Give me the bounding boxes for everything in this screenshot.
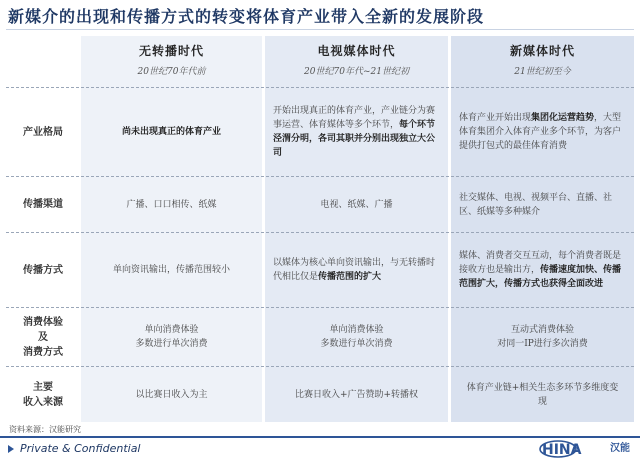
company-logo [538,438,630,460]
cell-text-plain: 媒体、消费者交互互动，每个消费者既是接收方也是输出方， [459,251,622,275]
cell-line: 单向消费体验 [144,325,199,335]
table-cell [451,88,634,176]
row-label-consumption [6,308,80,366]
cell-text-bold: 传播范围的扩大 [318,272,382,282]
row-label-line: 收入来源 [23,396,63,408]
row-label-line: 消费体验 [23,316,63,328]
table-cell: 广播、口口相传、纸媒 [126,199,217,210]
cell-text-plain: 开始出现真正的体育产业，产业链分为赛事运营、体育媒体等多个环节， [273,106,436,130]
column-period: 20世纪70年代前 [137,67,206,77]
table-cell [265,88,448,176]
column-title: 电视媒体时代 [317,44,396,58]
cell-text [273,104,440,160]
cell-line: 多数进行单次消费 [320,339,393,349]
cell-text [459,249,626,291]
column-period: 21世纪初至今 [514,67,571,77]
table-cell: 社交媒体、电视、视频平台、直播、社区、纸媒等多种媒介 [459,192,613,217]
column-header-2 [265,42,448,77]
confidential-label [8,442,141,455]
column-header-3 [451,42,634,77]
cell-text-bold: 每个环节泾渭分明，各司其职并分别出现独立大公司 [273,120,436,158]
table-cell [265,308,448,366]
cell-text-bold: 传播速度加快、传播范围扩大，传播方式也获得全面改进 [459,265,622,289]
cell-text-plain: 以媒体为核心单向资讯输出，与无转播时代相比仅是 [273,258,436,282]
arrow-icon [8,445,14,453]
cell-line: 互动式消费体验 [510,325,574,335]
cell-text [273,256,440,284]
column-period: 20世纪70年代~21世纪初 [304,67,409,77]
table-cell [81,308,262,366]
title-divider [6,29,634,30]
table-cell: 单向资讯输出，传播范围较小 [112,265,230,275]
table-cell [265,233,448,307]
cell-line: 单向消费体验 [329,325,384,335]
source-note: 资料来源：汉能研究 [9,425,81,434]
page-title: 新媒介的出现和传播方式的转变将体育产业带入全新的发展阶段 [8,7,485,26]
column-header-1 [81,42,262,77]
row-label-line: 及 [38,331,48,343]
cell-text: 尚未出现真正的体育产业 [121,127,221,137]
row-label-revenue [6,367,80,422]
row-label-industry-structure: 产业格局 [23,126,63,138]
table-cell: 体育产业链+相关生态多环节多维度变现 [466,382,619,407]
table-cell [451,233,634,307]
logo-han-text: 汉能 [610,443,630,454]
row-label-line: 消费方式 [23,346,63,358]
cell-text-bold: 集团化运营趋势 [531,113,595,123]
table-cell: 比赛日收入+广告赞助+转播权 [294,389,419,400]
cell-text-plain: 体育产业开始出现 [459,113,532,123]
row-label-channels: 传播渠道 [23,199,63,210]
cell-line: 对同一IP进行多次消费 [497,339,588,349]
column-title: 新媒体时代 [509,44,575,58]
row-label-line: 主要 [33,381,53,393]
cell-text [459,111,626,153]
table-cell: 以比赛日收入为主 [135,389,208,400]
table-cell [81,88,262,176]
column-title: 无转播时代 [138,44,204,58]
logo-mark [538,438,608,460]
table-cell: 电视、纸媒、广播 [320,199,393,210]
comparison-table [6,36,634,422]
logo-text: HINA [542,442,582,458]
row-label-transmission: 传播方式 [23,264,63,276]
table-cell [451,308,634,366]
cell-line: 多数进行单次消费 [135,339,208,349]
confidential-text: Private & Confidential [20,442,141,455]
cell-text-plain: ，大型体育集团介入体育产业多个环节，为客户提供打包式的最佳体育消费 [459,113,622,151]
